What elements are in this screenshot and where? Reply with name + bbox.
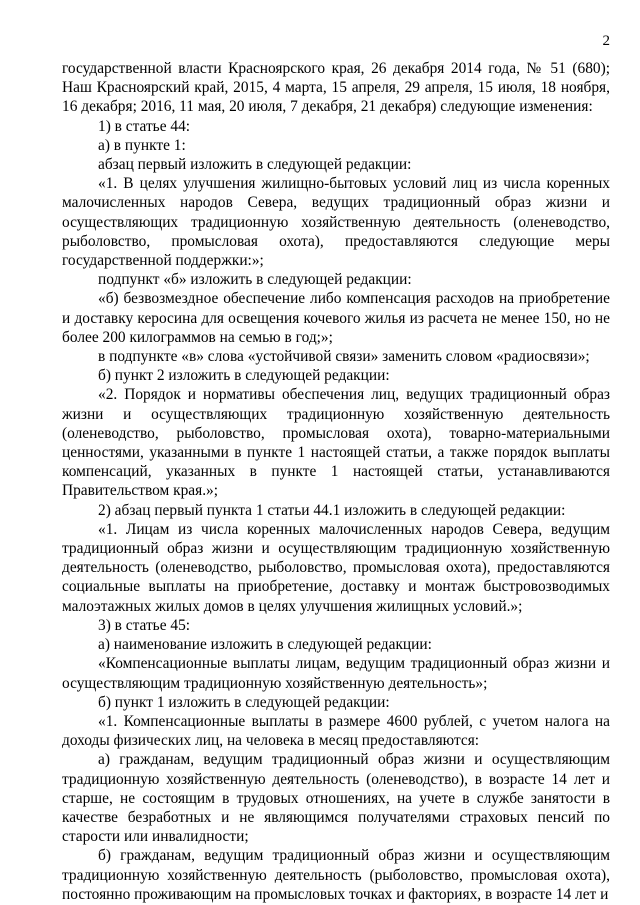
paragraph: 3) в статье 45: <box>98 616 191 634</box>
paragraph: абзац первый изложить в следующей редакции: <box>98 156 412 174</box>
paragraph: подпункт «б» изложить в следующей редакции: <box>98 271 412 289</box>
paragraph: 1) в статье 44: <box>98 117 191 135</box>
paragraph: «2. Порядок и нормативы обеспечения лиц, ведущих традиционный образ жизни и осуществляющих традиционную хозяйственную деятельность (оленеводство, рыболовство, промысловая охота), товарно-материальными ценностями, указанными в пункте 1 настоящей статьи, а также порядок выплаты компенсаций, указанных в пункте 1 настоящей статьи, устанавливаются Правительством края.»; <box>62 386 610 500</box>
paragraph: б) пункт 2 изложить в следующей редакции: <box>98 367 390 385</box>
paragraph: государственной власти Красноярского края, 26 декабря 2014 года, № 51 (680); Наш Красноярский край, 2015, 4 марта, 15 апреля, 29 апреля, 15 июля, 18 ноября, 16 декабря; 2016, 11 мая, 20 июля, 7 декабря, 21 декабря) следующие изменения: <box>62 60 610 116</box>
paragraph: «б) безвозмездное обеспечение либо компенсация расходов на приобретение и доставку керосина для освещения кочевого жилья из расчета не менее 150, но не более 200 килограммов на семью в год;»; <box>62 290 610 346</box>
paragraph: б) пункт 1 изложить в следующей редакции: <box>98 693 390 711</box>
paragraph: а) гражданам, ведущим традиционный образ жизни и осуществляющим традиционную хозяйственную деятельность (оленеводство), в возрасте 14 лет и старше, не состоящим в трудовых отношениях, на учете в службе занятости в качестве безработных и не являющимся получателями страховых пенсий по старости или инвалидности; <box>62 751 610 846</box>
document-body <box>62 59 610 904</box>
paragraph: а) наименование изложить в следующей редакции: <box>98 636 432 654</box>
paragraph: 2) абзац первый пункта 1 статьи 44.1 изложить в следующей редакции: <box>98 501 566 519</box>
page-number: 2 <box>602 33 610 49</box>
paragraph: б) гражданам, ведущим традиционный образ жизни и осуществляющим традиционную хозяйственную деятельность (рыболовство, промысловая охота), постоянно проживающим на промысловых точках и факториях, в возрасте 14 лет и <box>62 847 610 903</box>
paragraph: «Компенсационные выплаты лицам, ведущим традиционный образ жизни и осуществляющим традиционную хозяйственную деятельность»; <box>62 655 610 692</box>
paragraph: в подпункте «в» слова «устойчивой связи» заменить словом «радиосвязи»; <box>98 348 590 366</box>
paragraph: а) в пункте 1: <box>98 136 186 154</box>
paragraph: «1. Компенсационные выплаты в размере 4600 рублей, с учетом налога на доходы физических лиц, на человека в месяц предоставляются: <box>62 712 610 750</box>
paragraph: «1. Лицам из числа коренных малочисленных народов Севера, ведущим традиционный образ жизни и осуществляющим традиционную хозяйственную деятельность (оленеводство, рыболовство, промысловая охота), предоставляются социальные выплаты на приобретение, доставку и монтаж быстровозводимых малоэтажных жилых домов в целях улучшения жилищных условий.»; <box>62 520 610 615</box>
paragraph: «1. В целях улучшения жилищно-бытовых условий лиц из числа коренных малочисленных народов Севера, ведущих традиционный образ жизни и осуществляющих традиционную хозяйственную деятельность (оленеводство, рыболовство, промысловая охота), предоставляются следующие меры государственной поддержки:»; <box>62 175 610 270</box>
